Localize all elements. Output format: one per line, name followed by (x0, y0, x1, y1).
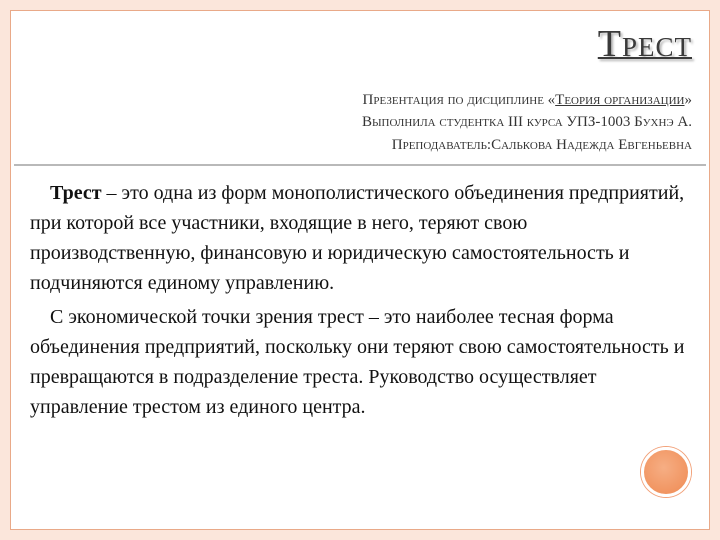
paragraph-definition (30, 178, 690, 298)
header-divider (14, 164, 706, 166)
subtitle-discipline (363, 92, 692, 109)
paragraph-economic: С экономической точки зрения трест – это наиболее тесная форма объединения предприятий, поскольку они теряют свою самостоятельность и превращаются в подразделение треста. Руководство осуществляет управление трестом из единого центра. (30, 306, 685, 418)
term-trust: Трест (50, 182, 102, 204)
slide-body (30, 178, 690, 426)
subtitle-teacher: Преподаватель:Салькова Надежда Евгеньевна (391, 137, 692, 153)
subtitle-author: Выполнила студентка III курса УПЗ-1003 Бухнэ А. (361, 114, 692, 130)
definition-text: – это одна из форм монополистического объединения предприятий, при которой все участники, входящие в него, теряют свою производственную, финансовую и юридическую самостоятельность и подчиняются единому управлению. (30, 182, 685, 294)
subtitle-suffix: » (684, 92, 692, 108)
subtitle-topic: Теория организации (555, 92, 685, 108)
subtitle-prefix: Презентация по дисциплине « (362, 92, 556, 108)
decorative-circle-icon (641, 447, 691, 497)
slide-title: Трест (597, 23, 692, 65)
